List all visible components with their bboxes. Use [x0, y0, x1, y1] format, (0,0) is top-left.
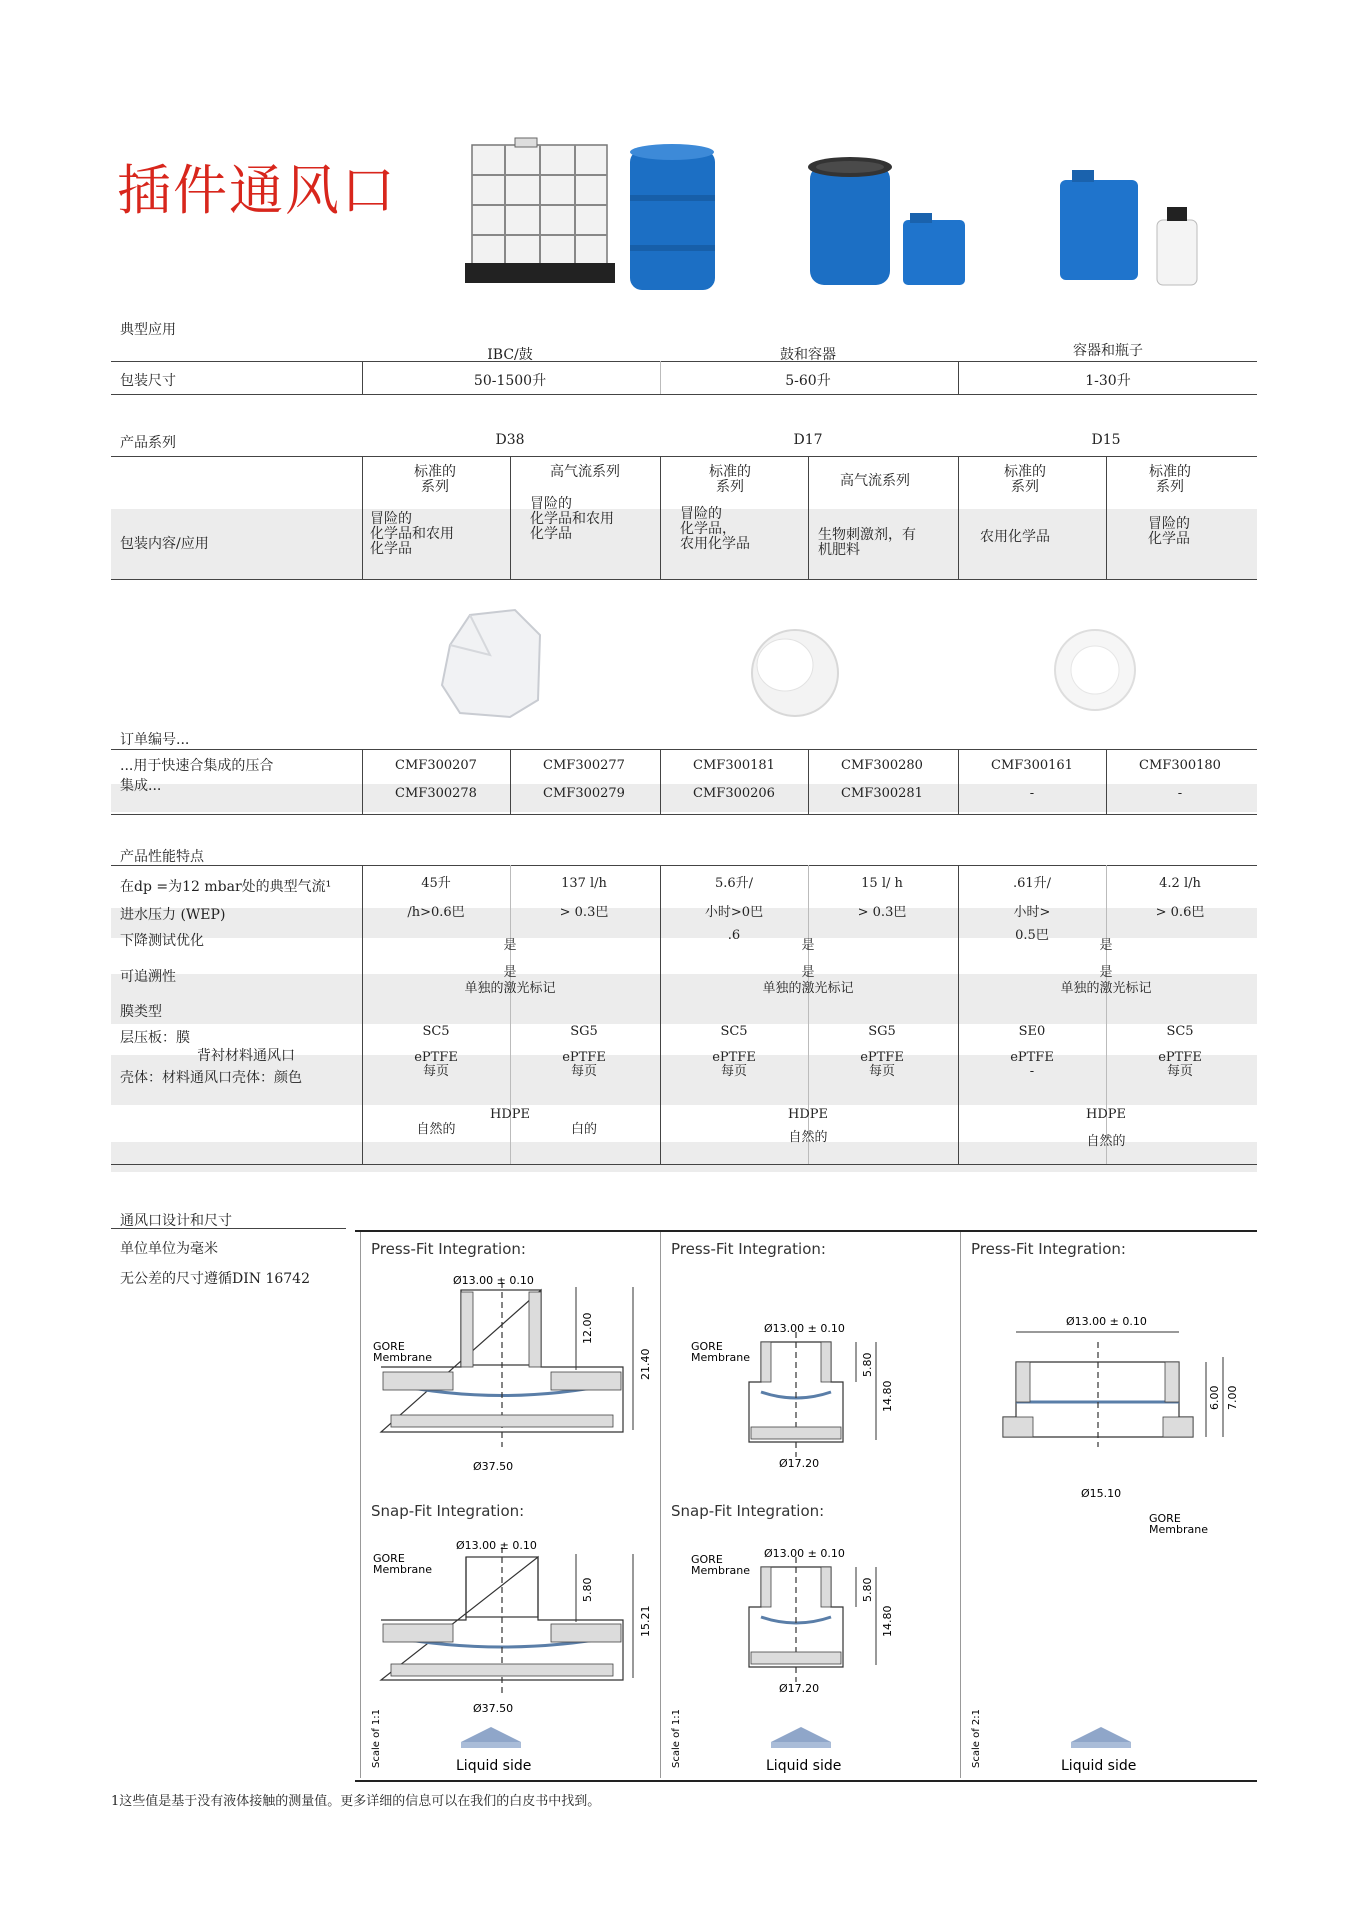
wep-value: 小时>0巴 [704, 905, 764, 920]
backing-value: 每页 [570, 1064, 597, 1079]
order-code: CMF300278 [395, 786, 477, 801]
snap-fit-title: Snap-Fit Integration: [671, 1502, 825, 1520]
svg-text:12.00: 12.00 [581, 1312, 594, 1344]
svg-text:Liquid side: Liquid side [456, 1758, 532, 1774]
feature-label-drop: 下降测试优化 [120, 933, 204, 949]
traceability-note: 单独的激光标记 [762, 981, 854, 996]
application-col-3: 容器和瓶子 [1073, 343, 1143, 359]
divider [111, 361, 1257, 362]
svg-text:14.80: 14.80 [881, 1380, 894, 1412]
feature-label-housing: 壳体：材料通风口壳体：颜色 [120, 1070, 302, 1086]
application-col-1: IBC/鼓 [487, 347, 533, 363]
product-photos [460, 135, 1220, 300]
order-code: CMF300180 [1139, 758, 1221, 773]
wep-value-extra: 0.5巴 [1015, 928, 1049, 943]
feature-label-backing: 背衬材料通风口 [197, 1048, 295, 1064]
svg-text:5.80: 5.80 [581, 1577, 594, 1602]
application-col-2: 鼓和容器 [780, 347, 836, 363]
membrane-type: SE0 [1018, 1024, 1046, 1039]
svg-text:Scale of 2:1: Scale of 2:1 [971, 1709, 982, 1768]
order-code: CMF300206 [693, 786, 775, 801]
traceability-value: 是 [503, 965, 517, 980]
svg-text:Ø13.00 ± 0.10: Ø13.00 ± 0.10 [764, 1547, 845, 1560]
laminate-value: ePTFE [712, 1050, 756, 1065]
svg-text:Liquid side: Liquid side [1061, 1758, 1137, 1774]
svg-text:Ø13.00 ± 0.10: Ø13.00 ± 0.10 [456, 1539, 537, 1552]
d38-drawing [361, 1232, 659, 1778]
svg-text:Ø13.00 ± 0.10: Ø13.00 ± 0.10 [1066, 1315, 1147, 1328]
vent-d15-image [1055, 630, 1135, 710]
order-number-label: 订单编号... [120, 732, 190, 748]
traceability-value: 是 [801, 965, 815, 980]
laminate-value: ePTFE [562, 1050, 606, 1065]
content-3: 冒险的 化学品， 农用化学品 [680, 506, 750, 552]
wep-value: > 0.6巴 [1155, 905, 1205, 920]
svg-text:6.00: 6.00 [1208, 1385, 1221, 1410]
housing-material: HDPE [490, 1107, 530, 1122]
order-code: CMF300279 [543, 786, 625, 801]
svg-text:Ø13.00 ± 0.10: Ø13.00 ± 0.10 [764, 1322, 845, 1335]
feature-label-laminate: 层压板：膜 [120, 1030, 190, 1046]
backing-value: 每页 [1166, 1064, 1193, 1079]
family-d17: D17 [793, 432, 823, 448]
drop-test-value: 是 [503, 938, 517, 953]
svg-text:Membrane: Membrane [373, 1563, 432, 1576]
typical-application-label: 典型应用 [120, 322, 176, 338]
subseries-1: 标准的 系列 [414, 464, 456, 495]
unit-note: 单位单位为毫米 [120, 1241, 218, 1257]
housing-color: 自然的 [788, 1130, 828, 1145]
footnote: 1这些值是基于没有液体接触的测量值。更多详细的信息可以在我们的白皮书中找到。 [111, 1794, 601, 1809]
backing-value: - [1029, 1064, 1035, 1079]
svg-text:5.80: 5.80 [861, 1577, 874, 1602]
traceability-note: 单独的激光标记 [464, 981, 556, 996]
backing-value: 每页 [720, 1064, 747, 1079]
backing-value: 每页 [868, 1064, 895, 1079]
traceability-note: 单独的激光标记 [1060, 981, 1152, 996]
subseries-2: 高气流系列 [550, 464, 620, 480]
product-series-label: 产品系列 [120, 435, 176, 451]
svg-text:GORE: GORE [373, 1552, 405, 1565]
housing-color: 自然的 [1086, 1134, 1126, 1149]
press-fit-title: Press-Fit Integration: [971, 1240, 1126, 1258]
vent-images [430, 605, 1210, 735]
wep-value: 小时> [1013, 905, 1051, 920]
airflow-value: .61升/ [1012, 876, 1052, 891]
svg-text:Membrane: Membrane [373, 1351, 432, 1364]
white-bottle-image [1157, 207, 1197, 285]
membrane-type: SC5 [1166, 1024, 1194, 1039]
feature-label-wep: 进水压力 (WEP) [120, 907, 226, 923]
membrane-type: SC5 [422, 1024, 450, 1039]
traceability-value: 是 [1099, 965, 1113, 980]
svg-text:Ø13.00 ± 0.10: Ø13.00 ± 0.10 [453, 1274, 534, 1287]
svg-text:21.40: 21.40 [639, 1348, 652, 1380]
svg-text:Membrane: Membrane [691, 1351, 750, 1364]
svg-text:Scale of 1:1: Scale of 1:1 [371, 1709, 382, 1768]
wep-value-extra: .6 [727, 928, 741, 943]
jerrycan-image [1060, 170, 1138, 280]
backing-value: 每页 [422, 1064, 449, 1079]
airflow-value: 45升 [421, 876, 451, 891]
snap-fit-title: Snap-Fit Integration: [371, 1502, 525, 1520]
airflow-value: 4.2 l/h [1159, 876, 1201, 891]
divider [111, 394, 1257, 395]
svg-text:Liquid side: Liquid side [766, 1758, 842, 1774]
design-panel-d38 [360, 1232, 659, 1778]
feature-label-membrane: 膜类型 [120, 1004, 162, 1020]
content-6: 冒险的 化学品 [1148, 516, 1190, 547]
housing-color: 白的 [570, 1122, 597, 1137]
svg-text:5.80: 5.80 [861, 1352, 874, 1377]
ibc-tote-image [465, 138, 615, 283]
tolerance-note: 无公差的尺寸遵循DIN 16742 [120, 1271, 310, 1287]
wep-value: /h>0.6巴 [407, 905, 465, 920]
laminate-value: ePTFE [1158, 1050, 1202, 1065]
design-panel-d15 [960, 1232, 1259, 1778]
design-label: 通风口设计和尺寸 [120, 1213, 232, 1229]
order-code: CMF300181 [693, 758, 775, 773]
package-size-3: 1-30升 [1085, 373, 1131, 389]
airflow-value: 5.6升/ [714, 876, 754, 891]
svg-text:Ø37.50: Ø37.50 [473, 1702, 514, 1715]
svg-text:Ø17.20: Ø17.20 [779, 1457, 820, 1470]
design-panel-d17 [660, 1232, 959, 1778]
content-4: 生物刺激剂，有 机肥料 [818, 527, 916, 558]
svg-text:GORE: GORE [373, 1340, 405, 1353]
jerrycan-small-image [903, 213, 965, 285]
laminate-value: ePTFE [1010, 1050, 1054, 1065]
order-code: CMF300161 [991, 758, 1073, 773]
drop-test-value: 是 [801, 938, 815, 953]
wep-value: > 0.3巴 [559, 905, 609, 920]
order-code: CMF300281 [841, 786, 923, 801]
svg-text:Scale of 1:1: Scale of 1:1 [671, 1709, 682, 1768]
package-size-1: 50-1500升 [473, 373, 547, 389]
package-size-label: 包装尺寸 [120, 373, 176, 389]
svg-text:Ø17.20: Ø17.20 [779, 1682, 820, 1695]
housing-color: 自然的 [416, 1122, 456, 1137]
content-1: 冒险的 化学品和农用 化学品 [370, 511, 454, 557]
svg-text:Membrane: Membrane [1149, 1523, 1208, 1536]
order-code: - [1029, 786, 1035, 801]
svg-text:GORE: GORE [691, 1553, 723, 1566]
subseries-4: 高气流系列 [840, 473, 910, 489]
subseries-5: 标准的 系列 [1004, 464, 1046, 495]
blue-drum-image [630, 144, 715, 290]
open-drum-image [808, 157, 892, 285]
svg-text:15.21: 15.21 [639, 1605, 652, 1637]
svg-text:Membrane: Membrane [691, 1564, 750, 1577]
vent-d38-image [442, 610, 540, 717]
page-title: 插件通风口 [117, 159, 397, 222]
order-code: CMF300277 [543, 758, 625, 773]
family-d15: D15 [1091, 432, 1121, 448]
order-code: CMF300207 [395, 758, 477, 773]
svg-text:GORE: GORE [1149, 1512, 1181, 1525]
laminate-value: ePTFE [414, 1050, 458, 1065]
membrane-type: SG5 [570, 1024, 598, 1039]
content-2: 冒险的 化学品和农用 化学品 [530, 496, 614, 542]
vent-d17-image [752, 630, 838, 716]
svg-text:Ø15.10: Ø15.10 [1081, 1487, 1122, 1500]
subseries-3: 标准的 系列 [709, 464, 751, 495]
feature-label-airflow: 在dp =为12 mbar处的典型气流¹ [120, 879, 332, 895]
content-5: 农用化学品 [980, 529, 1050, 545]
order-row-label: ...用于快速合集成的压合 集成... [120, 758, 274, 794]
wep-value: > 0.3巴 [857, 905, 907, 920]
package-content-label: 包装内容/应用 [120, 536, 209, 552]
d15-drawing [961, 1232, 1259, 1778]
feature-label-trace: 可追溯性 [120, 969, 176, 985]
order-code: CMF300280 [841, 758, 923, 773]
membrane-type: SG5 [868, 1024, 896, 1039]
svg-text:7.00: 7.00 [1226, 1385, 1239, 1410]
housing-material: HDPE [1086, 1107, 1126, 1122]
drop-test-value: 是 [1099, 938, 1113, 953]
order-code: - [1177, 786, 1183, 801]
membrane-type: SC5 [720, 1024, 748, 1039]
housing-material: HDPE [788, 1107, 828, 1122]
laminate-value: ePTFE [860, 1050, 904, 1065]
press-fit-title: Press-Fit Integration: [671, 1240, 826, 1258]
airflow-value: 137 l/h [561, 876, 607, 891]
features-label: 产品性能特点 [120, 849, 204, 865]
package-size-2: 5-60升 [785, 373, 831, 389]
svg-text:Ø37.50: Ø37.50 [473, 1460, 514, 1473]
family-d38: D38 [495, 432, 525, 448]
subseries-6: 标准的 系列 [1149, 464, 1191, 495]
press-fit-title: Press-Fit Integration: [371, 1240, 526, 1258]
svg-text:GORE: GORE [691, 1340, 723, 1353]
airflow-value: 15 l/ h [861, 876, 903, 891]
svg-text:14.80: 14.80 [881, 1605, 894, 1637]
d17-drawing [661, 1232, 959, 1778]
